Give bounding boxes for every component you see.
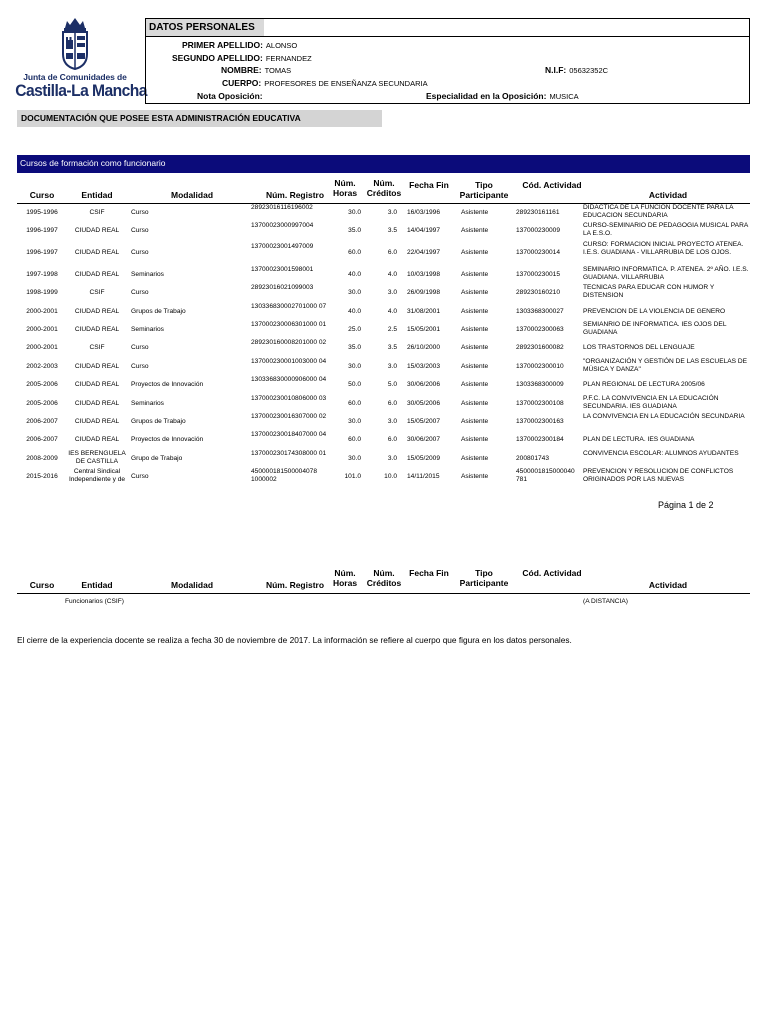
col-creditos-line1: Núm. <box>373 568 395 578</box>
table-row <box>17 468 750 486</box>
cell-modalidad: Grupos de Trabajo <box>131 417 186 425</box>
nota-label: Nota Oposición: <box>197 91 263 101</box>
col-tipo-line1: Tipo <box>475 568 493 578</box>
nombre-label: NOMBRE: <box>221 65 262 75</box>
cell-actividad: PREVENCION Y RESOLUCION DE CONFLICTOS ORIGINADOS POR LAS NUEVAS <box>583 468 734 484</box>
cuerpo-value: PROFESORES DE ENSEÑANZA SECUNDARIA <box>264 79 428 88</box>
cell-fecha: 15/03/2003 <box>407 362 441 370</box>
cell-creditos: 3.5 <box>387 344 397 352</box>
table-row <box>17 303 750 321</box>
cell-tipo: Asistente <box>461 248 489 256</box>
especialidad-value: MUSICA <box>549 92 579 101</box>
col-modalidad: Modalidad <box>170 580 214 590</box>
nif-row <box>545 65 608 75</box>
cell-creditos: 2.5 <box>387 325 397 333</box>
cell-cod: 137000230009 <box>516 227 561 235</box>
cell-actividad: LA CONVIVENCIA EN LA EDUCACIÓN SECUNDARIA <box>583 412 745 420</box>
cell-creditos: 6.0 <box>387 436 397 444</box>
table-row <box>17 266 750 284</box>
cell-entidad: CSIF <box>89 344 105 352</box>
cell-registro: 289230160008201000 02 <box>251 339 327 347</box>
cell-actividad: CURSO: FORMACION INICIAL PROYECTO ATENEA. I.E.S. GUADIANA - VILLARRUBIA DE LOS OJOS. <box>583 240 744 256</box>
segundo-apellido-row <box>172 53 312 63</box>
table-row <box>17 413 750 431</box>
cell-tipo: Asistente <box>461 289 489 297</box>
cell-creditos: 3.5 <box>387 227 397 235</box>
cell-horas: 60.0 <box>348 248 361 256</box>
col-cod: Cód. Actividad <box>522 568 582 578</box>
col-entidad: Entidad <box>81 580 113 590</box>
cell-curso: 2006-2007 <box>26 436 58 444</box>
cell-curso: 2005-2006 <box>26 381 58 389</box>
cell-registro: 13700023000997004 <box>251 222 314 230</box>
cell-modalidad: Seminarios <box>131 325 164 333</box>
cell-fecha: 30/06/2007 <box>407 436 441 444</box>
table-row <box>17 376 750 394</box>
cell-cod: 289230160210 <box>516 289 561 297</box>
cell-modalidad: Curso <box>131 248 149 256</box>
cell-actividad: DIDACTICA DE LA FUNCION DOCENTE PARA LA EDUCACION SECUNDARIA <box>583 204 734 219</box>
cell-fecha: 14/11/2015 <box>407 473 440 481</box>
cell-fecha: 10/03/1998 <box>407 270 441 278</box>
cell-creditos: 5.0 <box>387 381 397 389</box>
table-row <box>17 241 750 266</box>
cell-registro: 13700023001598001 <box>251 265 314 273</box>
page-indicator: Página 1 de 2 <box>658 500 714 510</box>
cell-registro: 13700023001497009 <box>251 242 314 250</box>
table-row <box>17 204 750 222</box>
cell-horas: 30.0 <box>348 417 361 425</box>
segundo-apellido-label: SEGUNDO APELLIDO: <box>172 53 263 63</box>
cell-modalidad: Curso <box>131 289 149 297</box>
col-horas <box>330 568 360 588</box>
cell-curso: 1997-1998 <box>26 270 58 278</box>
table-row <box>17 339 750 357</box>
nombre-value: TOMAS <box>264 66 292 75</box>
cell-registro: 130336830000906000 04 <box>251 376 327 384</box>
cell-entidad: Funcionarios (CSIF) <box>65 598 124 605</box>
table-header <box>17 174 750 204</box>
cell-fecha: 16/03/1996 <box>407 209 441 216</box>
primer-apellido-value: ALONSO <box>265 41 298 50</box>
cell-entidad: CIUDAD REAL <box>74 270 120 278</box>
cell-modalidad: Curso <box>131 362 149 370</box>
cell-entidad: IES BERENGUELA DE CASTILLA <box>68 449 126 465</box>
cell-registro: 137000230010806000 03 <box>251 394 327 402</box>
nif-label: N.I.F: <box>545 65 567 75</box>
cell-actividad: TECNICAS PARA EDUCAR CON HUMOR Y DISTENSION <box>583 284 715 300</box>
cell-cod: 137000230014 <box>516 248 561 256</box>
cell-modalidad: Curso <box>131 209 149 216</box>
cell-entidad: CIUDAD REAL <box>74 325 120 333</box>
cell-curso: 2000-2001 <box>26 344 58 352</box>
cell-entidad: CSIF <box>89 289 105 297</box>
cell-modalidad: Seminarios <box>131 399 164 407</box>
table-row <box>17 395 750 413</box>
cell-actividad: (A DISTANCIA) <box>583 598 628 605</box>
col-creditos-line2: Créditos <box>366 578 402 588</box>
cell-cod: 1303368300027 <box>516 307 564 315</box>
cell-fecha: 31/08/2001 <box>407 307 441 315</box>
cell-modalidad: Grupos de Trabajo <box>131 307 186 315</box>
cell-entidad: CIUDAD REAL <box>74 417 120 425</box>
cell-fecha: 26/09/1998 <box>407 289 441 297</box>
nota-row <box>197 91 266 101</box>
cell-tipo: Asistente <box>461 344 489 352</box>
cell-cod: 1370002300063 <box>516 325 564 333</box>
nif-value: 05632352C <box>569 66 609 75</box>
coat-of-arms-icon <box>58 16 92 70</box>
cell-entidad: Central Sindical Independiente y de <box>68 468 126 484</box>
col-tipo <box>455 180 513 200</box>
cell-tipo: Asistente <box>461 307 489 315</box>
col-actividad: Actividad <box>648 580 688 590</box>
cell-curso: 1998-1999 <box>26 289 58 297</box>
col-tipo-line2: Participante <box>459 578 509 588</box>
cell-fecha: 15/05/2007 <box>407 417 441 425</box>
cell-modalidad: Proyectos de Innovación <box>131 436 204 444</box>
col-tipo-line1: Tipo <box>475 180 493 190</box>
col-actividad: Actividad <box>648 190 688 200</box>
col-registro: Núm. Registro <box>265 580 325 590</box>
col-creditos <box>363 178 405 198</box>
cell-fecha: 30/05/2006 <box>407 399 441 407</box>
cell-actividad: CONVIVENCIA ESCOLAR: ALUMNOS AYUDANTES <box>583 449 739 457</box>
cell-curso: 2006-2007 <box>26 417 58 425</box>
cell-curso: 2002-2003 <box>26 362 58 370</box>
cell-curso: 2000-2001 <box>26 307 58 315</box>
cell-registro: 450000181500004078 1000002 <box>251 468 318 484</box>
col-registro: Núm. Registro <box>265 190 325 200</box>
col-curso: Curso <box>29 190 55 200</box>
cell-creditos: 3.0 <box>387 417 397 425</box>
cell-cod: 289230161161 <box>516 209 560 216</box>
cell-entidad: CIUDAD REAL <box>74 227 120 235</box>
cell-horas: 60.0 <box>348 399 361 407</box>
cell-horas: 30.0 <box>348 454 361 462</box>
cell-creditos: 4.0 <box>387 270 397 278</box>
col-modalidad: Modalidad <box>170 190 214 200</box>
col-horas <box>330 178 360 198</box>
cell-registro: 137000230001003000 04 <box>251 357 327 365</box>
table-row <box>17 358 750 376</box>
cell-fecha: 14/04/1997 <box>407 227 441 235</box>
cell-horas: 30.0 <box>348 362 361 370</box>
col-cod: Cód. Actividad <box>522 180 582 190</box>
col-horas-line2: Horas <box>332 188 358 198</box>
footer-note: El cierre de la experiencia docente se realiza a fecha 30 de noviembre de 2017. La información se refiere al cuerpo que figura en los datos personales. <box>17 635 572 645</box>
col-creditos <box>363 568 405 588</box>
cell-horas: 30.0 <box>348 209 361 216</box>
documentation-title: DOCUMENTACIÓN QUE POSEE ESTA ADMINISTRACIÓN EDUCATIVA <box>17 110 382 127</box>
cell-horas: 25.0 <box>348 325 361 333</box>
cell-actividad: SEMINARIO INFORMATICA. P. ATENEA. 2º AÑO. I.E.S. GUADIANA. VILLARRUBIA <box>583 265 749 281</box>
cell-tipo: Asistente <box>461 381 489 389</box>
cell-curso: 1996-1997 <box>26 248 58 256</box>
cell-actividad: CURSO-SEMINARIO DE PEDAGOGIA MUSICAL PARA LA E.S.O. <box>583 222 748 238</box>
cell-cod: 1370002300184 <box>516 436 564 444</box>
cell-cod: 1370002300010 <box>516 362 564 370</box>
cell-tipo: Asistente <box>461 436 489 444</box>
cell-actividad: PREVENCION DE LA VIOLENCIA DE GENERO <box>583 307 726 315</box>
cell-modalidad: Curso <box>131 227 149 235</box>
cell-tipo: Asistente <box>461 454 489 462</box>
table-row <box>17 321 750 339</box>
cell-creditos: 6.0 <box>387 248 397 256</box>
cell-horas: 60.0 <box>348 436 361 444</box>
col-tipo <box>455 568 513 588</box>
cell-registro: 137000230016307000 02 <box>251 412 327 420</box>
cell-horas: 35.0 <box>348 227 361 235</box>
cell-registro: 28923016021099003 <box>251 284 314 292</box>
cell-tipo: Asistente <box>461 227 489 235</box>
divider <box>146 36 749 37</box>
especialidad-label: Especialidad en la Oposición: <box>426 91 547 101</box>
cell-curso: 2000-2001 <box>26 325 58 333</box>
cell-fecha: 15/05/2001 <box>407 325 441 333</box>
cell-modalidad: Proyectos de Innovación <box>131 381 204 389</box>
section-title: Cursos de formación como funcionario <box>17 155 750 173</box>
cell-entidad: CIUDAD REAL <box>74 307 120 315</box>
cuerpo-label: CUERPO: <box>222 78 262 88</box>
cell-actividad: SEMIANRIO DE INFORMATICA. IES OJOS DEL GUADIANA <box>583 320 727 336</box>
cell-entidad: CIUDAD REAL <box>74 248 120 256</box>
primer-apellido-label: PRIMER APELLIDO: <box>182 40 263 50</box>
table-header-continued <box>17 564 750 594</box>
cell-cod: 1303368300009 <box>516 381 564 389</box>
nombre-row <box>221 65 291 75</box>
table-row-continued <box>17 596 750 608</box>
primer-apellido-row <box>182 40 297 50</box>
cell-modalidad: Grupo de Trabajo <box>131 454 183 462</box>
cell-creditos: 4.0 <box>387 307 397 315</box>
col-horas-line2: Horas <box>332 578 358 588</box>
cell-tipo: Asistente <box>461 325 489 333</box>
cell-tipo: Asistente <box>461 417 489 425</box>
cell-entidad: CIUDAD REAL <box>74 362 120 370</box>
cell-fecha: 15/05/2009 <box>407 454 441 462</box>
cuerpo-row <box>222 78 428 88</box>
cell-fecha: 22/04/1997 <box>407 248 441 256</box>
cell-actividad: PLAN DE LECTURA. IES GUADIANA <box>583 436 695 444</box>
cell-cod: 1370002300108 <box>516 399 564 407</box>
cell-curso: 2015-2016 <box>26 473 58 481</box>
cell-registro: 28923016116196002 <box>251 204 313 211</box>
cell-creditos: 3.0 <box>387 289 397 297</box>
cell-entidad: CIUDAD REAL <box>74 381 120 389</box>
cell-horas: 30.0 <box>348 289 361 297</box>
personal-data-header: DATOS PERSONALES <box>146 19 264 36</box>
cell-curso: 2005-2006 <box>26 399 58 407</box>
logo-line-2: Castilla-La Mancha <box>15 81 147 100</box>
cell-modalidad: Seminarios <box>131 270 164 278</box>
cell-horas: 40.0 <box>348 307 361 315</box>
cell-tipo: Asistente <box>461 473 489 481</box>
col-entidad: Entidad <box>81 190 113 200</box>
cell-horas: 50.0 <box>348 381 361 389</box>
cell-modalidad: Curso <box>131 344 149 352</box>
col-fecha: Fecha Fin <box>409 568 449 578</box>
cell-tipo: Asistente <box>461 270 489 278</box>
table-row <box>17 450 750 468</box>
cell-fecha: 26/10/2000 <box>407 344 441 352</box>
cell-registro: 137000230174308000 01 <box>251 449 327 457</box>
cell-registro: 130336830002701000 07 <box>251 302 327 310</box>
cell-tipo: Asistente <box>461 362 489 370</box>
cell-horas: 40.0 <box>348 270 361 278</box>
cell-horas: 101.0 <box>344 473 361 481</box>
cell-registro: 137000230006301000 01 <box>251 320 327 328</box>
cell-registro: 137000230018407000 04 <box>251 431 327 439</box>
especialidad-row <box>426 91 579 101</box>
logo <box>10 16 147 106</box>
table-row <box>17 284 750 302</box>
cell-entidad: CIUDAD REAL <box>74 399 120 407</box>
cell-curso: 1995-1996 <box>26 209 58 216</box>
cell-tipo: Asistente <box>461 209 489 216</box>
cell-curso: 1996-1997 <box>26 227 58 235</box>
segundo-apellido-value: FERNANDEZ <box>265 54 312 63</box>
cell-creditos: 6.0 <box>387 399 397 407</box>
course-rows <box>17 204 750 486</box>
cell-cod: 137000230015 <box>516 270 561 278</box>
cell-creditos: 10.0 <box>384 473 397 481</box>
col-fecha: Fecha Fin <box>409 180 449 190</box>
cell-cod: 200801743 <box>516 454 550 462</box>
col-curso: Curso <box>29 580 55 590</box>
cell-cod: 1370002300163 <box>516 417 564 425</box>
cell-fecha: 30/06/2006 <box>407 381 441 389</box>
col-creditos-line1: Núm. <box>373 178 395 188</box>
cell-cod: 2892301600082 <box>516 344 564 352</box>
cell-creditos: 3.0 <box>387 454 397 462</box>
personal-data-box <box>145 18 750 104</box>
cell-entidad: CIUDAD REAL <box>74 436 120 444</box>
cell-modalidad: Curso <box>131 473 149 481</box>
cell-entidad: CSIF <box>89 209 105 216</box>
logo-line-1: Junta de Comunidades de <box>23 72 127 82</box>
col-creditos-line2: Créditos <box>366 188 402 198</box>
table-row <box>17 431 750 449</box>
cell-actividad: "ORGANIZACIÓN Y GESTIÓN DE LAS ESCUELAS DE MÚSICA Y DANZA" <box>583 357 748 373</box>
col-horas-line1: Núm. <box>334 568 356 578</box>
cell-actividad: LOS TRASTORNOS DEL LENGUAJE <box>583 344 695 352</box>
cell-cod: 4500001815000040 781 <box>516 468 575 484</box>
cell-horas: 35.0 <box>348 344 361 352</box>
cell-curso: 2008-2009 <box>26 454 58 462</box>
col-tipo-line2: Participante <box>459 190 509 200</box>
cell-actividad: P.F.C. LA CONVIVENCIA EN LA EDUCACIÓN SECUNDARIA. IES GUADIANA <box>583 394 719 410</box>
cell-creditos: 3.0 <box>387 209 397 216</box>
cell-creditos: 3.0 <box>387 362 397 370</box>
col-horas-line1: Núm. <box>334 178 356 188</box>
cell-tipo: Asistente <box>461 399 489 407</box>
table-row <box>17 222 750 240</box>
cell-actividad: PLAN REGIONAL DE LECTURA 2005/06 <box>583 381 705 389</box>
